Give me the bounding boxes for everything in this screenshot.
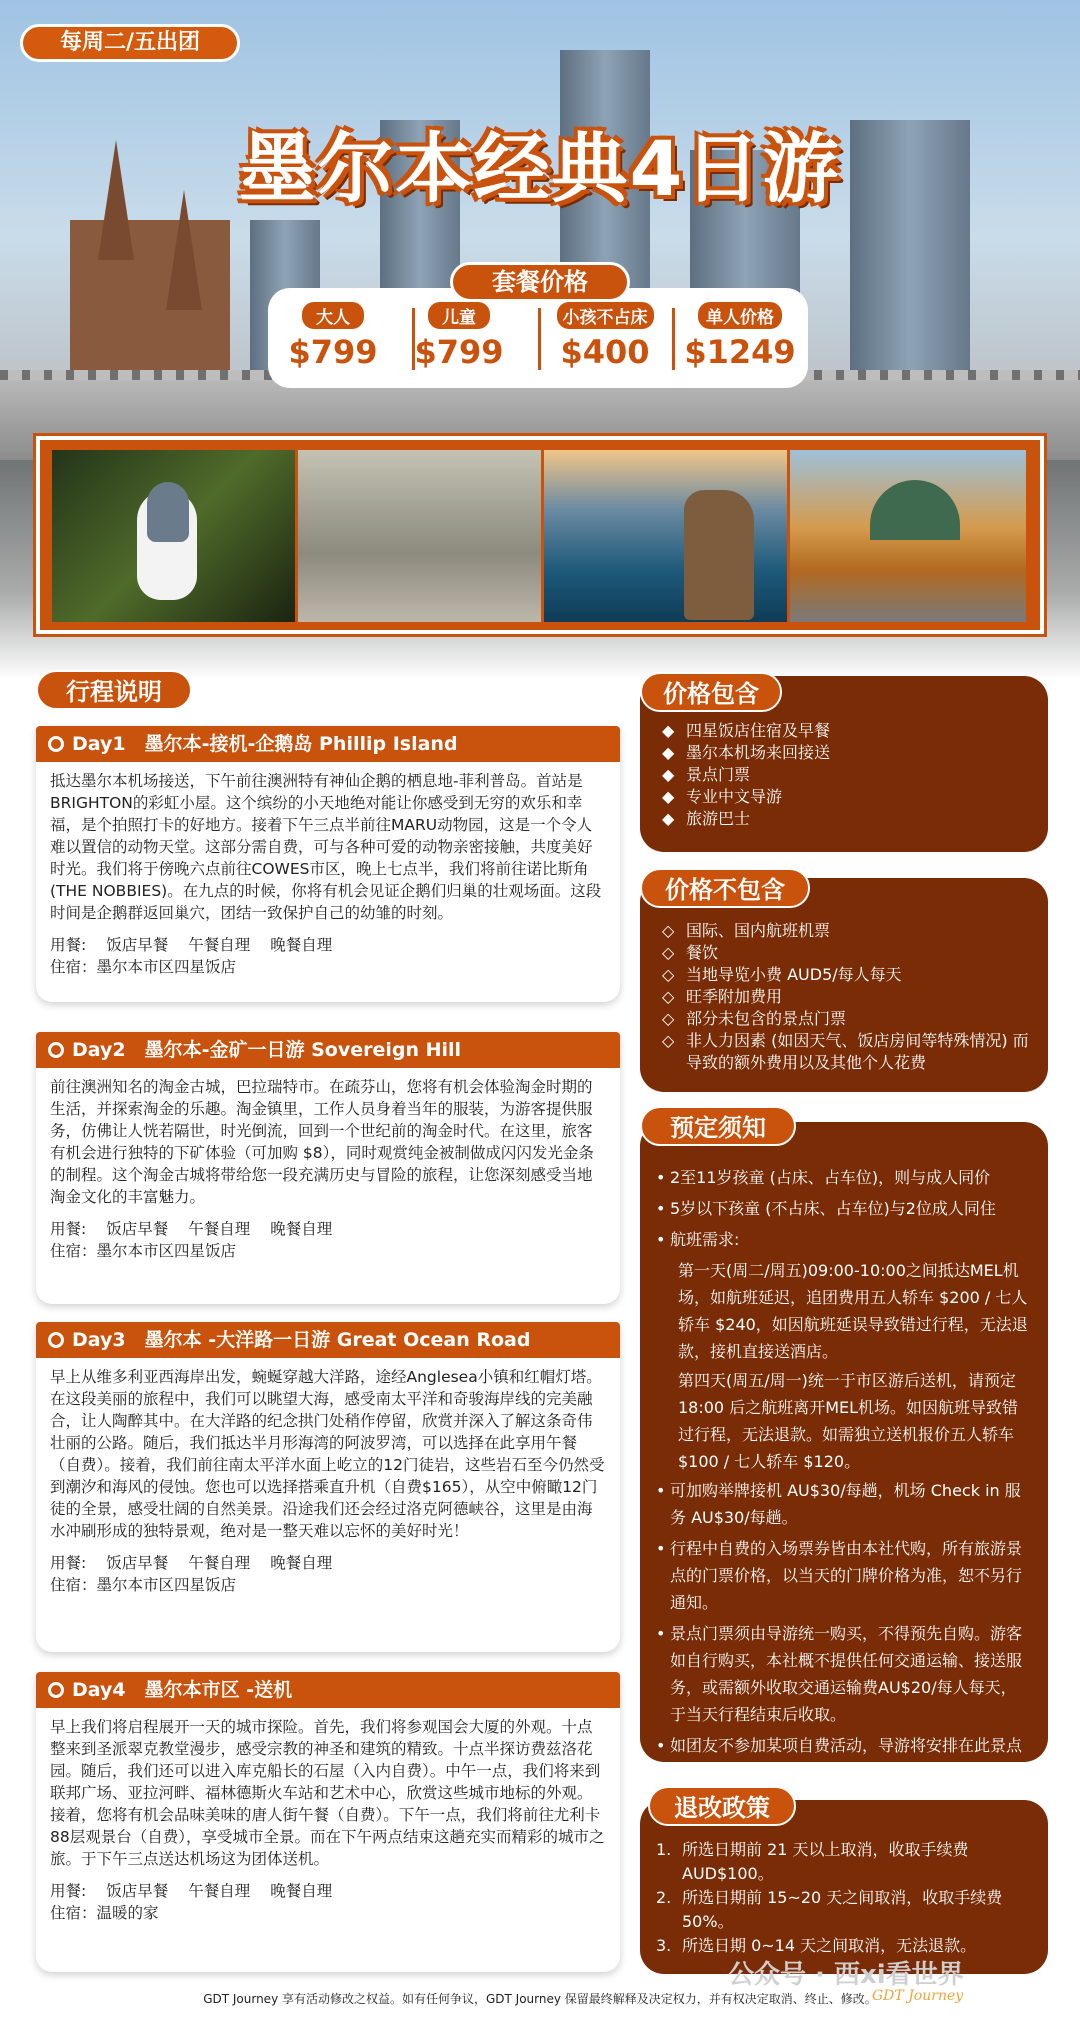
stay-row: 住宿：墨尔本市区四星饭店 [50, 1576, 237, 1594]
list-item: ◆ 景点门票 [662, 765, 751, 784]
list-item: ◇ 国际、国内航班机票 [662, 921, 831, 940]
price-value: $799 [414, 333, 504, 371]
price-child-no-bed [534, 302, 676, 371]
refund-title: 退改政策 [648, 1786, 796, 1826]
watermark: 公众号 · 西xi看世界 [728, 1960, 964, 1990]
stay-row: 住宿：墨尔本市区四星饭店 [50, 958, 237, 976]
itinerary-title: 行程说明 [36, 670, 192, 710]
stay-row: 住宿：墨尔本市区四星饭店 [50, 1242, 237, 1260]
price-single [672, 302, 808, 371]
excluded-list [662, 920, 1032, 1074]
list-item: ◆ 四星饭店住宿及早餐 [662, 721, 831, 740]
list-item: ◆ 墨尔本机场来回接送 [662, 743, 831, 762]
list-item: ◇ 部分未包含的景点门票 [662, 1009, 847, 1028]
schedule-tag: 每周二/五出团 [20, 24, 240, 62]
list-item: 1. 所选日期前 21 天以上取消，收取手续费 AUD$100。 [656, 1840, 969, 1883]
meal-row: 用餐: 饭店早餐 午餐自理 晚餐自理 [50, 1554, 333, 1572]
list-subitem: 第四天(周五/周一)统一于市区游后送机，请预定18:00 后之航班离开MEL机场。如因航班导致错过行程，无法退款。如需独立送机报价五人轿车 $100 / 七人轿车 $120。 [678, 1371, 1019, 1471]
brand-logo: GDT Journey [872, 1988, 964, 2004]
meal-row: 用餐: 饭店早餐 午餐自理 晚餐自理 [50, 1882, 333, 1900]
page-title: 墨尔本经典4日游 [239, 124, 841, 213]
circle-icon [48, 736, 64, 752]
day-description: 早上我们将启程展开一天的城市探险。首先，我们将参观国会大厦的外观。十点整来到圣派翠克教堂漫步，感受宗教的神圣和建筑的精致。十点半探访费兹洛花园。随后，我们还可以进入库克船长的石屋（入内自费）。中午一点，我们将来到联邦广场、亚拉河畔、福林德斯火车站和艺术中心，欣赏这些城市地标的外观。接着，您将有机会品味美味的唐人街午餐（自费）。下午一点，我们将前往尤利卡88层观景台（自费），享受城市全景。而在下午两点结束这趟充实而精彩的城市之旅。于下午三点送达机场这为团体送机。 [50, 1718, 605, 1868]
price-adult [268, 302, 398, 371]
list-item: • 5岁以下孩童 (不占床、占车位)与2位成人同住 [656, 1199, 996, 1218]
excluded-title: 价格不包含 [640, 868, 810, 908]
booking-panel [640, 1122, 1048, 1782]
list-item: • 行程中自费的入场票券皆由本社代购，所有旅游景点的门票价格，以当天的门牌价格为准，恕不另行通知。 [656, 1539, 1023, 1612]
flinders-station-photo [790, 450, 1026, 622]
day-heading: Day1 墨尔本-接机-企鹅岛 Phillip Island [36, 726, 620, 762]
circle-icon [48, 1332, 64, 1348]
day-meta [36, 1218, 620, 1274]
list-item: ◇ 非人力因素 (如因天气、饭店房间等特殊情况) 而导致的额外费用以及其他个人花费 [662, 1031, 1029, 1072]
day-heading: Day2 墨尔本-金矿一日游 Sovereign Hill [36, 1032, 620, 1068]
list-item: ◆ 旅游巴士 [662, 809, 751, 828]
booking-list [656, 1164, 1032, 1786]
meal-row: 用餐: 饭店早餐 午餐自理 晚餐自理 [50, 1220, 333, 1238]
day-meta [36, 1552, 620, 1608]
list-item: • 航班需求: [656, 1230, 740, 1249]
day-heading: Day4 墨尔本市区 -送机 [36, 1672, 620, 1708]
circle-icon [48, 1682, 64, 1698]
price-label: 大人 [302, 302, 364, 329]
twelve-apostles-photo [544, 450, 787, 622]
list-item: 3. 所选日期 0~14 天之间取消，无法退款。 [656, 1936, 977, 1955]
day-card [36, 1032, 620, 1304]
gold-panning-photo [298, 450, 541, 622]
footer-disclaimer: GDT Journey 享有活动修改之权益。如有任何争议，GDT Journey 保留最终解释及决定权力，并有权决定取消、终止、修改。 [203, 1992, 877, 2006]
list-item: ◇ 旺季附加费用 [662, 987, 783, 1006]
price-value: $799 [288, 333, 378, 371]
price-label: 小孩不占床 [557, 302, 654, 329]
price-title: 套餐价格 [450, 262, 630, 302]
list-item: 2. 所选日期前 15~20 天之间取消，收取手续费 50%。 [656, 1888, 1003, 1931]
price-label: 单人价格 [698, 302, 782, 329]
photo-strip [36, 436, 1044, 634]
list-item: ◇ 餐饮 [662, 943, 719, 962]
included-list [662, 720, 1026, 830]
booking-title: 预定须知 [640, 1106, 796, 1146]
price-label: 儿童 [428, 302, 490, 329]
day-heading: Day3 墨尔本 -大洋路一日游 Great Ocean Road [36, 1322, 620, 1358]
day-card [36, 726, 620, 1002]
list-item: • 景点门票须由导游统一购买，不得预先自购。游客如自行购买，本社概不提供任何交通运输、接送服务，或需额外收取交通运输费AU$20/每人每天，于当天行程结束后收取。 [656, 1624, 1023, 1724]
list-item: ◇ 当地导览小费 AUD5/每人每天 [662, 965, 902, 984]
refund-list [656, 1838, 1034, 1958]
day-card [36, 1672, 620, 1972]
day-card [36, 1322, 620, 1652]
circle-icon [48, 1042, 64, 1058]
included-title: 价格包含 [640, 672, 782, 712]
excluded-panel [640, 878, 1048, 1092]
list-item: • 如团友不参加某项自费活动，导游将安排在此景点自由活动至正常集合时间。 [656, 1736, 1023, 1782]
day-description: 前往澳洲知名的淘金古城，巴拉瑞特市。在疏芬山，您将有机会体验淘金时期的生活，并探索淘金的乐趣。淘金镇里，工作人员身着当年的服装，为游客提供服务，仿佛让人恍若隔世，时光倒流，回到一个世纪前的淘金时代。在这里，旅客有机会进行独特的下矿体验（可加购 $8），同时观赏纯金被制做成闪闪发光金条的制程。这个淘金古城将带给您一段充满历史与冒险的旅程，让您深刻感受当地淘金文化的丰富魅力。 [50, 1078, 594, 1206]
day-meta [36, 934, 620, 990]
list-item: ◆ 专业中文导游 [662, 787, 783, 806]
day-meta [36, 1880, 620, 1936]
list-subitem: 第一天(周二/周五)09:00-10:00之间抵达MEL机场，如航班延迟，追团费用五人轿车 $200 / 七人轿车 $240，如因航班延误导致错过行程，无法退款，接机直接送酒店。 [678, 1261, 1028, 1361]
penguin-photo [52, 450, 295, 622]
list-item: • 可加购举牌接机 AU$30/每趟，机场 Check in 服务 AU$30/每趟。 [656, 1481, 1021, 1527]
stay-row: 住宿：温暖的家 [50, 1904, 159, 1922]
meal-row: 用餐: 饭店早餐 午餐自理 晚餐自理 [50, 936, 333, 954]
price-value: $400 [560, 333, 650, 371]
price-child [394, 302, 524, 371]
day-description: 抵达墨尔本机场接送，下午前往澳洲特有神仙企鹅的栖息地-菲利普岛。首站是BRIGHTON的彩虹小屋。这个缤纷的小天地绝对能让你感受到无穷的欢乐和幸福，是个拍照打卡的好地方。接着下午三点半前往MARU动物园，这是一个令人难以置信的动物天堂。这部分需自费，可与各种可爱的动物亲密接触，共度美好时光。我们将于傍晚六点前往COWES市区，晚上七点半，我们将前往诺比斯角(THE NOBBIES)。在九点的时候，你将有机会见证企鹅们归巢的壮观场面。这段时间是企鹅群返回巢穴，团结一致保护自己的幼雏的时刻。 [50, 772, 602, 922]
list-item: • 2至11岁孩童 (占床、占车位)，则与成人同价 [656, 1168, 991, 1187]
price-value: $1249 [684, 333, 796, 371]
day-description: 早上从维多利亚西海岸出发，蜿蜒穿越大洋路，途经Anglesea小镇和红帽灯塔。在这段美丽的旅程中，我们可以眺望大海，感受南太平洋和奇骏海岸线的完美融合，让人陶醉其中。在大洋路的纪念拱门处稍作停留，欣赏并深入了解这条奇伟壮丽的公路。随后，我们抵达半月形海湾的阿波罗湾，可以选择在此享用午餐（自费）。接着，我们前往南太平洋水面上屹立的12门徒岩，这些岩石至今仍然受到潮汐和海风的侵蚀。您也可以选择搭乘直升机（自费$165），从空中俯瞰12门徒的全景，感受壮阔的自然美景。沿途我们还会经过洛克阿德峡谷，这里是由海水冲刷形成的独特景观，绝对是一整天难以忘怀的美好时光！ [50, 1368, 605, 1540]
